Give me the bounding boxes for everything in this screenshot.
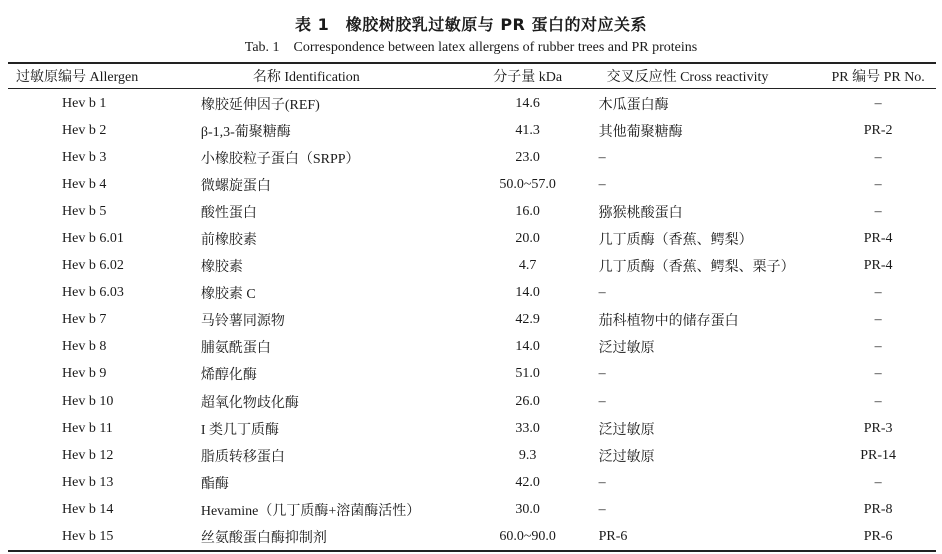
- table-row: [8, 524, 936, 551]
- allergen-cell: Hev b 12: [62, 447, 114, 463]
- molecular-weight-cell: 26.0: [515, 393, 540, 409]
- pr-number-cell: –: [874, 203, 882, 219]
- molecular-weight-cell: 33.0: [515, 420, 540, 436]
- column-header-molecular-weight: 分子量 kDa: [493, 70, 563, 85]
- molecular-weight-cell: 51.0: [515, 366, 540, 382]
- molecular-weight-cell: 14.0: [515, 339, 540, 355]
- table-body: [8, 88, 936, 551]
- pr-number-cell: PR-14: [860, 447, 897, 463]
- molecular-weight-cell: 30.0: [515, 501, 540, 517]
- cross-reactivity-cell: 猕猴桃酸蛋白: [598, 205, 683, 221]
- pr-number-cell: –: [874, 176, 882, 192]
- molecular-weight-cell: 14.0: [515, 285, 540, 301]
- table-row: [8, 442, 936, 469]
- cross-reactivity-cell: –: [598, 176, 606, 192]
- cross-reactivity-cell: 泛过敏原: [598, 341, 655, 357]
- table-row: [8, 388, 936, 415]
- cross-reactivity-cell: –: [598, 149, 606, 165]
- pr-number-cell: –: [874, 312, 882, 328]
- table-row: [8, 361, 936, 388]
- table-row: [8, 496, 936, 523]
- table-row: [8, 171, 936, 198]
- pr-number-cell: PR-4: [863, 231, 893, 247]
- table-caption-en: Tab. 1 Correspondence between latex allergens of rubber trees and PR proteins: [244, 40, 698, 55]
- allergen-cell: Hev b 2: [62, 122, 107, 138]
- table-caption-zh: 表 1 橡胶树胶乳过敏原与 PR 蛋白的对应关系: [295, 15, 647, 34]
- table-row: [8, 225, 936, 252]
- table-row: [8, 415, 936, 442]
- cross-reactivity-cell: 木瓜蛋白酶: [598, 97, 669, 113]
- allergen-cell: Hev b 5: [62, 203, 107, 219]
- pr-number-cell: –: [874, 339, 882, 355]
- table-row: [8, 253, 936, 280]
- molecular-weight-cell: 42.0: [515, 474, 540, 490]
- cross-reactivity-cell: –: [598, 285, 606, 301]
- allergen-cell: Hev b 7: [62, 312, 107, 328]
- molecular-weight-cell: 16.0: [515, 203, 540, 219]
- allergen-cell: Hev b 6.02: [62, 258, 124, 274]
- allergen-cell: Hev b 10: [62, 393, 114, 409]
- allergen-cell: Hev b 8: [62, 339, 107, 355]
- cross-reactivity-cell: –: [598, 366, 606, 382]
- allergen-cell: Hev b 4: [62, 176, 107, 192]
- molecular-weight-cell: 41.3: [515, 122, 540, 138]
- table-row: [8, 198, 936, 225]
- column-header-identification: 名称 Identification: [252, 70, 360, 85]
- identification-cell: 橡胶素 C: [200, 287, 256, 303]
- cross-reactivity-cell: 泛过敏原: [598, 449, 655, 465]
- identification-cell: 小橡胶粒子蛋白（SRPP）: [200, 151, 360, 167]
- allergen-cell: Hev b 6.01: [62, 231, 124, 247]
- molecular-weight-cell: 20.0: [515, 231, 540, 247]
- molecular-weight-cell: 42.9: [515, 312, 540, 328]
- pr-number-cell: –: [874, 285, 882, 301]
- column-header-pr-number: PR 编号 PR No.: [831, 70, 925, 85]
- identification-cell: 马铃薯同源物: [200, 314, 285, 330]
- allergen-cell: Hev b 11: [62, 420, 113, 436]
- pr-number-cell: PR-4: [863, 258, 893, 274]
- molecular-weight-cell: 23.0: [515, 149, 540, 165]
- table-row: [8, 280, 936, 307]
- pr-number-cell: PR-3: [863, 420, 893, 436]
- cross-reactivity-cell: 其他葡聚糖酶: [598, 124, 683, 140]
- identification-cell: 脯氨酰蛋白: [200, 341, 271, 357]
- molecular-weight-cell: 9.3: [518, 447, 537, 463]
- cross-reactivity-cell: 几丁质酶（香蕉、鳄梨、栗子）: [598, 260, 795, 276]
- allergen-cell: Hev b 14: [62, 501, 114, 517]
- table-row: [8, 117, 936, 144]
- pr-number-cell: –: [874, 393, 882, 409]
- column-header-cross-reactivity: 交叉反应性 Cross reactivity: [606, 70, 769, 85]
- table-row: [8, 469, 936, 496]
- identification-cell: 丝氨酸蛋白酶抑制剂: [200, 531, 327, 547]
- cross-reactivity-cell: –: [598, 393, 606, 409]
- pr-number-cell: –: [874, 95, 882, 111]
- identification-cell: β-1,3-葡聚糖酶: [200, 124, 291, 140]
- molecular-weight-cell: 4.7: [518, 258, 537, 274]
- allergen-cell: Hev b 3: [62, 149, 107, 165]
- allergen-cell: Hev b 13: [62, 474, 114, 490]
- molecular-weight-cell: 50.0~57.0: [499, 176, 556, 192]
- allergen-cell: Hev b 6.03: [62, 285, 124, 301]
- identification-cell: 橡胶延伸因子(REF): [200, 97, 320, 113]
- allergen-cell: Hev b 1: [62, 95, 107, 111]
- identification-cell: 烯醇化酶: [200, 368, 257, 384]
- identification-cell: I 类几丁质酶: [200, 422, 280, 438]
- cross-reactivity-cell: –: [598, 501, 606, 517]
- identification-cell: 酯酶: [200, 476, 229, 492]
- table-row: [8, 88, 936, 117]
- pr-number-cell: PR-6: [863, 529, 893, 545]
- allergen-cell: Hev b 15: [62, 529, 114, 545]
- table-row: [8, 334, 936, 361]
- identification-cell: 前橡胶素: [200, 233, 257, 249]
- molecular-weight-cell: 14.6: [515, 95, 540, 111]
- cross-reactivity-cell: 茄科植物中的储存蛋白: [598, 314, 739, 330]
- table-row: [8, 144, 936, 171]
- pr-number-cell: PR-8: [863, 501, 893, 517]
- identification-cell: 橡胶素: [200, 260, 243, 276]
- pr-number-cell: PR-2: [863, 122, 893, 138]
- allergen-table: [8, 64, 936, 551]
- table-row: [8, 307, 936, 334]
- cross-reactivity-cell: 泛过敏原: [598, 422, 655, 438]
- cross-reactivity-cell: –: [598, 474, 606, 490]
- pr-number-cell: –: [874, 474, 882, 490]
- cross-reactivity-cell: 几丁质酶（香蕉、鳄梨）: [598, 233, 753, 249]
- identification-cell: Hevamine（几丁质酶+溶菌酶活性）: [200, 503, 421, 519]
- table-header-row: [8, 64, 936, 88]
- cross-reactivity-cell: PR-6: [598, 529, 628, 545]
- identification-cell: 酸性蛋白: [200, 205, 257, 221]
- molecular-weight-cell: 60.0~90.0: [499, 529, 556, 545]
- identification-cell: 微螺旋蛋白: [200, 178, 271, 194]
- pr-number-cell: –: [874, 149, 882, 165]
- column-header-allergen: 过敏原编号 Allergen: [16, 70, 139, 85]
- allergen-cell: Hev b 9: [62, 366, 107, 382]
- pr-number-cell: –: [874, 366, 882, 382]
- identification-cell: 超氧化物歧化酶: [200, 395, 299, 411]
- identification-cell: 脂质转移蛋白: [200, 449, 285, 465]
